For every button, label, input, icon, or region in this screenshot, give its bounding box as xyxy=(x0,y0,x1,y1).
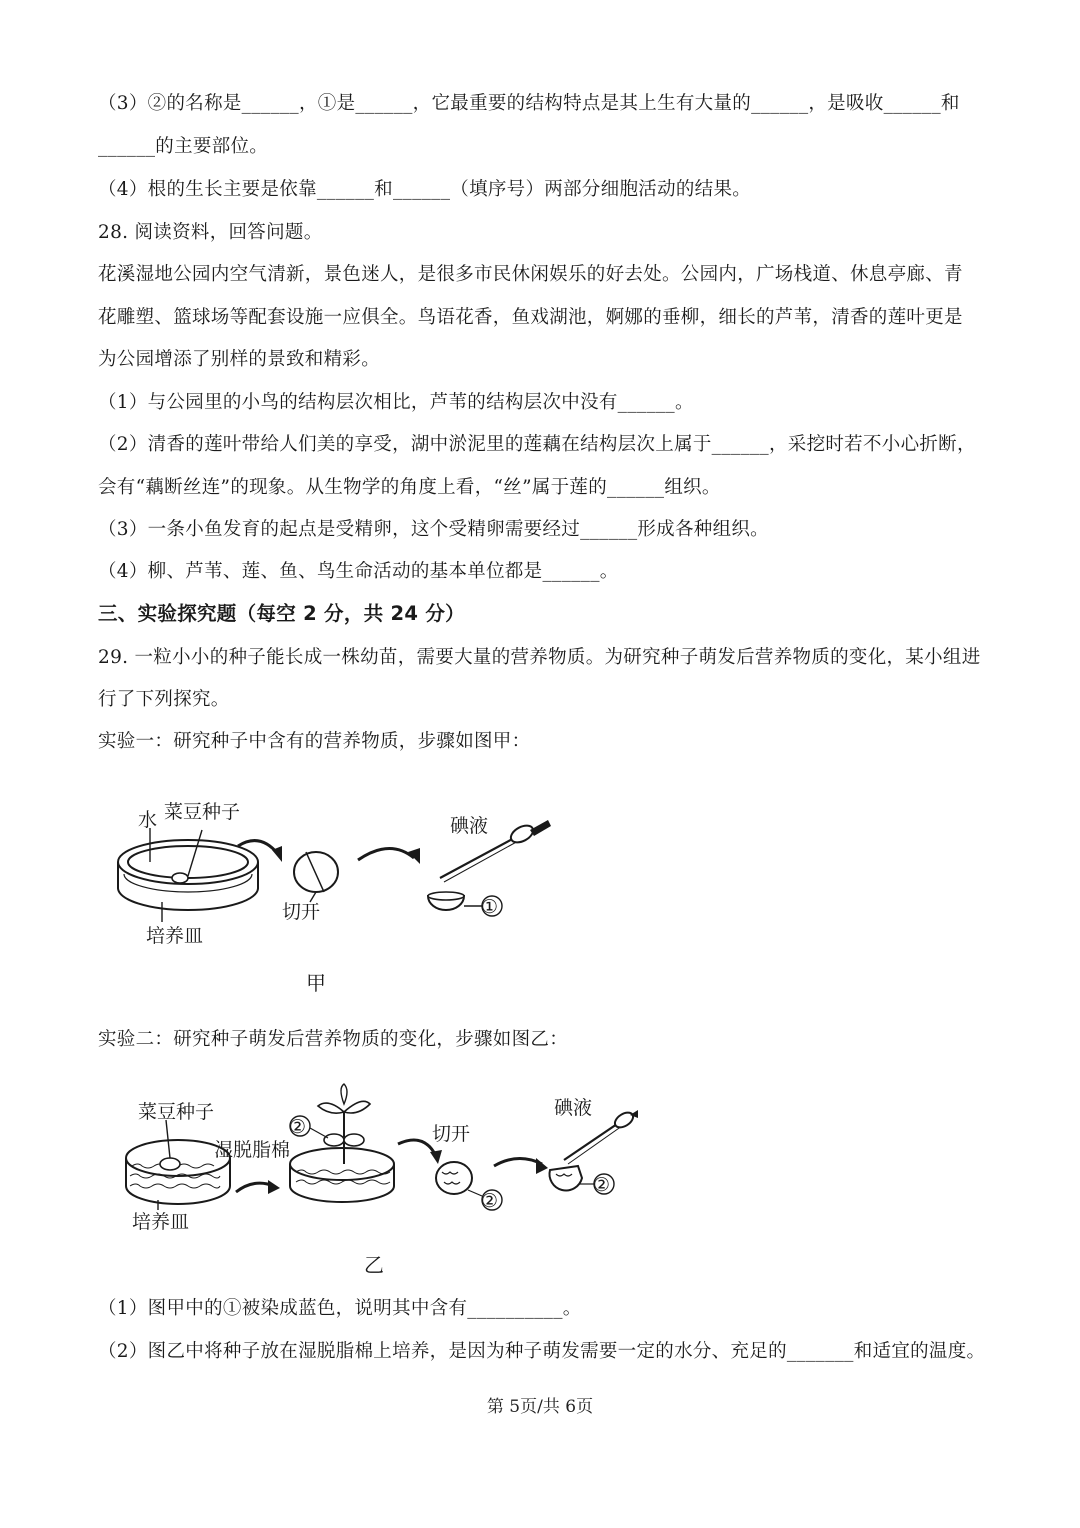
marker-2-seedling: ② xyxy=(289,1116,307,1138)
caption-yi: 乙 xyxy=(364,1253,384,1277)
q29-2: （2）图乙中将种子放在湿脱脂棉上培养，是因为种子萌发需要一定的水分、充足的_______和适宜的温度。 xyxy=(98,1341,986,1362)
arrow-icon xyxy=(398,1140,436,1156)
arrow-icon xyxy=(238,841,278,854)
half-seed-icon xyxy=(550,1166,582,1190)
q28-title: 28. 阅读资料，回答问题。 xyxy=(98,222,323,243)
label-cut: 切开 xyxy=(432,1123,471,1145)
q29-line2: 行了下列探究。 xyxy=(98,689,230,710)
experiment-1-intro: 实验一：研究种子中含有的营养物质，步骤如图甲： xyxy=(98,731,531,752)
label-iodine: 碘液 xyxy=(450,815,489,837)
q28-2-line1: （2）清香的莲叶带给人们美的享受，湖中淤泥里的莲藕在结构层次上属于______，采挖时若不小心折断， xyxy=(98,434,976,455)
q28-1: （1）与公园里的小鸟的结构层次相比，芦苇的结构层次中没有______。 xyxy=(98,392,694,413)
label-cut: 切开 xyxy=(282,901,321,923)
label-cotton: 湿脱脂棉 xyxy=(214,1139,291,1161)
q27-3-line2: ______的主要部位。 xyxy=(98,136,269,157)
marker-1: ① xyxy=(481,896,499,918)
label-dish: 培养皿 xyxy=(146,925,204,947)
figure-jia xyxy=(110,790,570,1005)
label-dish: 培养皿 xyxy=(132,1211,190,1233)
label-seed: 菜豆种子 xyxy=(164,801,241,823)
experiment-2-intro: 实验二：研究种子萌发后营养物质的变化，步骤如图乙： xyxy=(98,1029,569,1050)
q27-4: （4）根的生长主要是依靠______和______（填序号）两部分细胞活动的结果。 xyxy=(98,179,752,200)
marker-2-final: ② xyxy=(593,1174,611,1196)
q28-passage-line3: 为公园增添了别样的景致和精彩。 xyxy=(98,349,381,370)
seed-icon xyxy=(294,852,338,902)
q29-1: （1）图甲中的①被染成蓝色，说明其中含有__________。 xyxy=(98,1298,582,1319)
label-iodine: 碘液 xyxy=(554,1097,593,1119)
marker-2-cut: ② xyxy=(481,1190,499,1212)
q28-passage-line2: 花雕塑、篮球场等配套设施一应俱全。鸟语花香，鱼戏湖池，婀娜的垂柳，细长的芦苇，清香的莲叶更是 xyxy=(98,307,963,328)
seed-in-dish-icon xyxy=(172,873,188,883)
label-water: 水 xyxy=(138,809,158,831)
q28-2-line2: 会有“藕断丝连”的现象。从生物学的角度上看，“丝”属于莲的______组织。 xyxy=(98,477,721,498)
seed-in-dish-icon xyxy=(160,1158,180,1170)
arrow-icon xyxy=(494,1158,542,1166)
q28-4: （4）柳、芦苇、莲、鱼、鸟生命活动的基本单位都是______。 xyxy=(98,561,619,582)
q28-passage-line1: 花溪湿地公园内空气清新，景色迷人，是很多市民休闲娱乐的好去处。公园内，广场栈道、休息亭廊、青 xyxy=(98,264,963,285)
seedling-icon xyxy=(318,1084,370,1164)
q29-line1: 29. 一粒小小的种子能长成一株幼苗，需要大量的营养物质。为研究种子萌发后营养物质的变化，某小组进 xyxy=(98,647,981,668)
shriveled-seed-icon xyxy=(436,1162,472,1194)
figure-yi xyxy=(118,1082,638,1282)
page-footer: 第 5页/共 6页 xyxy=(486,1397,594,1417)
caption-jia: 甲 xyxy=(306,971,326,995)
q28-3: （3）一条小鱼发育的起点是受精卵，这个受精卵需要经过______形成各种组织。 xyxy=(98,519,769,540)
arrow-icon xyxy=(358,848,414,860)
section-3-heading: 三、实验探究题（每空 2 分，共 24 分） xyxy=(98,602,465,625)
petri-dish-icon xyxy=(290,1148,394,1202)
q27-3-line1: （3）②的名称是______，①是______，它最重要的结构特点是其上生有大量的______，是吸收______和 xyxy=(98,93,960,114)
label-seed: 菜豆种子 xyxy=(138,1101,215,1123)
